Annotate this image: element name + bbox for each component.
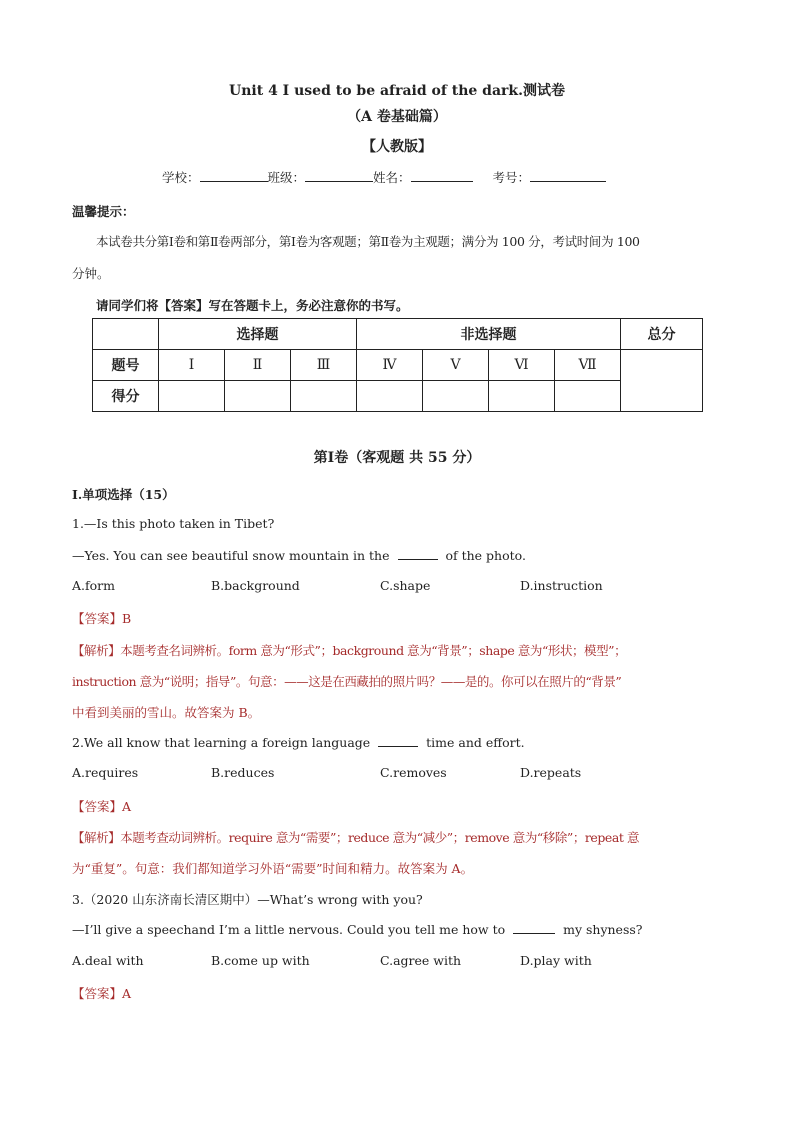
score-cell[interactable] [423,381,489,412]
numeral-cell: Ⅴ [423,350,489,381]
q1-analysis-line-1 [72,641,626,659]
school-label: 学校： [162,170,200,185]
score-cell[interactable] [489,381,555,412]
q2-answer-blank [378,734,418,747]
q2-analysis-line-2: 为“重复”。句意：我们都知道学习外语“需要”时间和精力。故答案为 A。 [72,861,474,876]
q2-analysis-line-1 [72,828,639,846]
score-cell[interactable] [555,381,621,412]
class-blank[interactable] [305,169,373,182]
q1-stem-line-1: 1.—Is this photo taken in Tibet? [72,516,275,531]
tips-heading: 温馨提示： [72,204,135,219]
total-header: 总分 [621,319,703,350]
q2-stem-line-1 [72,734,525,750]
numeral-cell: Ⅵ [489,350,555,381]
q3-option-b[interactable]: B.come up with [211,953,310,968]
numeral-cell: Ⅰ [159,350,225,381]
q3-stem-line-2 [72,921,643,937]
non-choice-group-header: 非选择题 [357,319,621,350]
document-title: Unit 4 I used to be afraid of the dark.测试卷 [229,83,565,99]
document-subtitle: （A 卷基础篇） [347,109,447,125]
q1-stem-text-end: of the photo. [445,548,526,563]
q3-stem-text-end: my shyness? [563,922,643,937]
q1-stem-line-2 [72,547,526,563]
score-table [92,318,703,412]
part-heading: Ⅰ.单项选择（15） [72,487,175,502]
question-number-label: 题号 [93,350,159,381]
numeral-cell: Ⅶ [555,350,621,381]
q1-option-c[interactable]: C.shape [380,578,431,593]
q1-analysis-text: 本题考查名词辨析。form 意为“形式”；background 意为“背景”；shape 意为“形状；模型”； [120,643,627,658]
tips-line-2: 分钟。 [72,266,110,281]
exam-no-label: 考号： [492,170,531,185]
q3-stem-text: —I’ll give a speechand I’m a little nervous. Could you tell me how to [72,922,506,937]
q3-answer-blank [513,921,555,934]
class-label: 班级： [267,170,306,185]
q2-answer: 【答案】A [72,799,132,814]
score-cell[interactable] [357,381,423,412]
score-cell[interactable] [225,381,291,412]
q3-option-c[interactable]: C.agree with [380,953,462,968]
q3-stem-line-1: 3.（2020 山东济南长清区期中）—What’s wrong with you? [72,892,423,907]
score-cell[interactable] [159,381,225,412]
tips-notice: 请同学们将【答案】写在答题卡上，务必注意你的书写。 [96,298,409,313]
q1-stem-text: —Yes. You can see beautiful snow mountain in the [72,548,390,563]
q2-stem-text-end: time and effort. [426,735,525,750]
exam-no-blank[interactable] [530,169,606,182]
school-blank[interactable] [200,169,268,182]
q3-answer: 【答案】A [72,986,132,1001]
q2-stem-text: 2.We all know that learning a foreign language [72,735,371,750]
q2-analysis-text: 本题考查动词辨析。require 意为“需要”；reduce 意为“减少”；remove 意为“移除”；repeat 意 [120,830,640,845]
name-blank[interactable] [411,169,473,182]
q2-option-c[interactable]: C.removes [380,765,447,780]
score-cell[interactable] [291,381,357,412]
numeral-cell: Ⅳ [357,350,423,381]
q1-analysis-line-2: instruction 意为“说明；指导”。句意：——这是在西藏拍的照片吗？——是的。你可以在照片的“背景” [72,674,622,689]
q3-option-a[interactable]: A.deal with [72,953,144,968]
score-label: 得分 [93,381,159,412]
q2-option-d[interactable]: D.repeats [520,765,582,780]
q1-option-b[interactable]: B.background [211,578,300,593]
q1-analysis-line-3: 中看到美丽的雪山。故答案为 B。 [72,705,261,720]
edition-label: 【人教版】 [362,139,432,155]
q3-option-d[interactable]: D.play with [520,953,592,968]
q1-analysis-label: 【解析】 [72,643,121,658]
numeral-cell: Ⅱ [225,350,291,381]
q2-option-a[interactable]: A.requires [72,765,139,780]
choice-group-header: 选择题 [159,319,357,350]
q1-option-d[interactable]: D.instruction [520,578,603,593]
tips-line-1: 本试卷共分第Ⅰ卷和第Ⅱ卷两部分，第Ⅰ卷为客观题；第Ⅱ卷为主观题；满分为 100 分，考试时间为 100 [96,234,640,249]
table-corner-cell [93,319,159,350]
q1-answer: 【答案】B [72,611,132,626]
section-title: 第Ⅰ卷（客观题 共 55 分） [313,450,481,466]
info-fields [162,168,606,186]
q1-answer-blank [398,547,438,560]
q2-analysis-label: 【解析】 [72,830,121,845]
q1-option-a[interactable]: A.form [72,578,115,593]
name-label: 姓名： [373,170,411,185]
total-score-cell[interactable] [621,350,703,412]
q2-option-b[interactable]: B.reduces [211,765,275,780]
numeral-cell: Ⅲ [291,350,357,381]
